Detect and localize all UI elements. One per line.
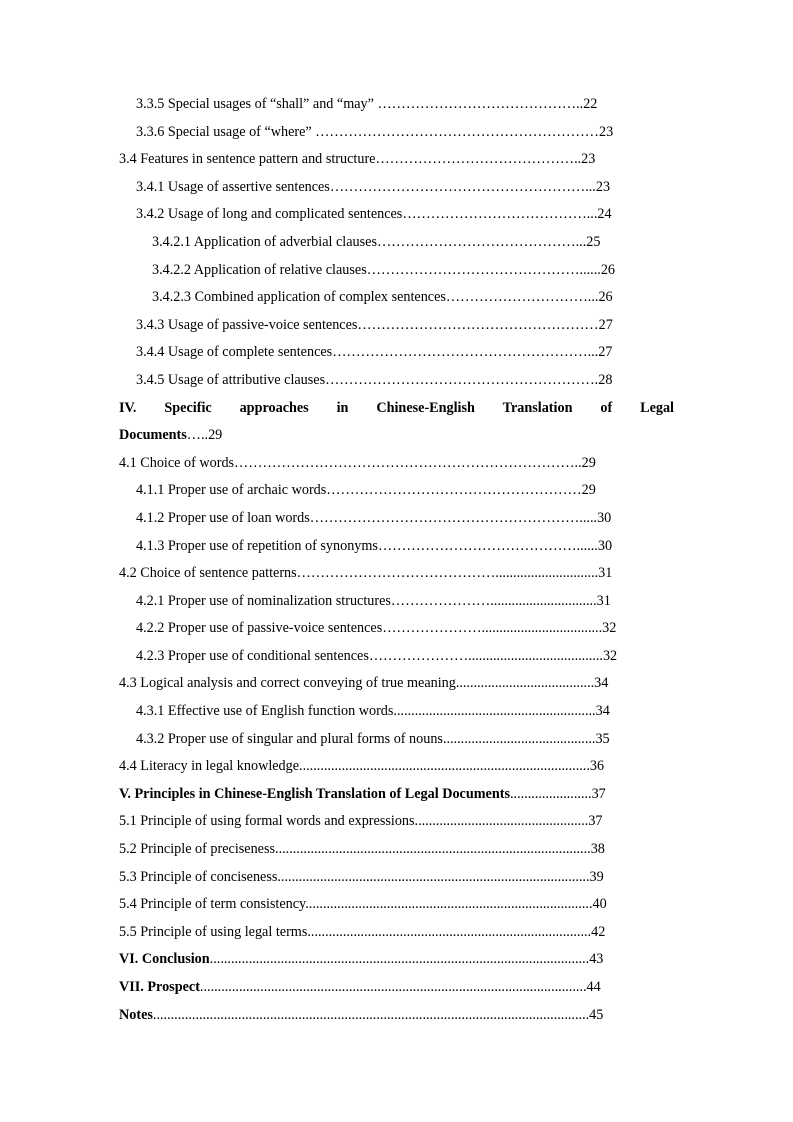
toc-entry[interactable] <box>0 450 793 478</box>
toc-entry-text: IV. Specific approaches in Chinese-English Translation of Legal <box>119 399 674 416</box>
toc-entry[interactable] <box>0 284 793 312</box>
toc-entry-page: .......................37 <box>510 785 606 802</box>
toc-entry-text: 3.4.2.1 Application of adverbial clauses……………………………………...25 <box>152 233 601 250</box>
toc-entry-text: 3.4.5 Usage of attributive clauses………………………………………………….28 <box>136 371 613 388</box>
toc-entry-page: …..29 <box>186 427 223 444</box>
toc-entry[interactable] <box>0 201 793 229</box>
toc-entry-text: 3.3.6 Special usage of “where” ……………………………………………………23 <box>136 123 614 140</box>
toc-entry[interactable] <box>0 753 793 781</box>
toc-entry-text: 4.2 Choice of sentence patterns…………………………………….............................31 <box>119 565 613 582</box>
toc-entry-text: 4.2.3 Proper use of conditional sentences…………………......................................32 <box>136 647 618 664</box>
toc-entry[interactable] <box>0 891 793 919</box>
toc-entry[interactable] <box>0 119 793 147</box>
toc-entry[interactable] <box>0 257 793 285</box>
toc-entry[interactable] <box>0 422 793 450</box>
toc-entry-text: V. Principles in Chinese-English Translation of Legal Documents.......................37 <box>119 785 606 802</box>
toc-entry-text: 5.2 Principle of preciseness.........................................................................................38 <box>119 841 605 858</box>
toc-entry-text: VI. Conclusion...........................................................................................................43 <box>119 951 604 968</box>
toc-entry-text: 4.1.2 Proper use of loan words………………………………………………….....30 <box>136 509 612 526</box>
toc-entry[interactable] <box>0 781 793 809</box>
toc-entry[interactable] <box>0 367 793 395</box>
toc-entry[interactable] <box>0 698 793 726</box>
toc-entry-text: VII. Prospect.............................................................................................................44 <box>119 979 601 995</box>
toc-entry-text: 4.2.1 Proper use of nominalization structures…………………..............................31 <box>136 592 611 609</box>
toc-entry-text: 5.3 Principle of conciseness........................................................................................39 <box>119 868 604 885</box>
toc-entry[interactable] <box>0 864 793 892</box>
toc-entry-text: 5.4 Principle of term consistency.................................................................................40 <box>119 896 607 913</box>
toc-entry[interactable] <box>0 1002 793 1030</box>
toc-entry[interactable] <box>0 919 793 947</box>
toc-entry-text: 4.3 Logical analysis and correct conveying of true meaning.......................................34 <box>119 675 609 692</box>
toc-entry-text: 4.2.2 Proper use of passive-voice sentences…………………..................................32 <box>136 620 617 637</box>
toc-entry-text: 3.4.2 Usage of long and complicated sentences…………………………………...24 <box>136 206 612 223</box>
toc-entry-text: 5.5 Principle of using legal terms................................................................................42 <box>119 923 606 940</box>
toc-entry-page: ...........................................................................................................................45 <box>152 1006 604 1023</box>
toc-entry-text: 3.3.5 Special usages of “shall” and “may” ……………………………………..22 <box>136 96 598 112</box>
toc-entry-text: 4.1.3 Proper use of repetition of synonyms……………………………………......30 <box>136 537 613 554</box>
toc-entry-text: Documents…..29 <box>119 427 223 444</box>
toc-entry-text: 4.1.1 Proper use of archaic words………………………………………………29 <box>136 482 596 499</box>
toc-entry[interactable] <box>0 174 793 202</box>
toc-entry[interactable] <box>0 505 793 533</box>
toc-entry-text: 3.4.2.3 Combined application of complex sentences…………………………...26 <box>152 289 613 306</box>
toc-entry-page: ...........................................................................................................43 <box>209 951 604 968</box>
toc-entry[interactable] <box>0 395 793 423</box>
toc-entry[interactable] <box>0 615 793 643</box>
toc-entry[interactable] <box>0 91 793 119</box>
toc-entry-text: 3.4.4 Usage of complete sentences………………………………………………...27 <box>136 344 613 361</box>
toc-entry[interactable] <box>0 946 793 974</box>
toc-entry-page: .............................................................................................................44 <box>199 979 601 995</box>
toc-entry-text: 3.4.2.2 Application of relative clauses………………………………………......26 <box>152 261 616 278</box>
toc-entry-text: 3.4 Features in sentence pattern and structure……………………………………..23 <box>119 151 596 168</box>
toc-entry[interactable] <box>0 836 793 864</box>
toc-entry[interactable] <box>0 560 793 588</box>
toc-entry[interactable] <box>0 477 793 505</box>
toc-entry[interactable] <box>0 808 793 836</box>
toc-entry-text: 4.1 Choice of words………………………………………………………………..29 <box>119 454 596 471</box>
toc-entry-text: Notes...........................................................................................................................45 <box>119 1006 604 1023</box>
toc-entry-text: 4.3.2 Proper use of singular and plural forms of nouns...........................................35 <box>136 730 610 747</box>
toc-entry[interactable] <box>0 146 793 174</box>
toc-entry-text: 3.4.1 Usage of assertive sentences………………………………………………...23 <box>136 178 611 195</box>
toc-entry-text: 4.3.1 Effective use of English function words.........................................................34 <box>136 703 610 720</box>
toc-entry[interactable] <box>0 312 793 340</box>
toc-entry[interactable] <box>0 643 793 671</box>
toc-entry[interactable] <box>0 726 793 754</box>
toc-entry[interactable] <box>0 974 793 1002</box>
toc-entry-text: 3.4.3 Usage of passive-voice sentences……………………………………………27 <box>136 316 613 333</box>
toc-entry[interactable] <box>0 229 793 257</box>
table-of-contents <box>0 91 793 1029</box>
toc-entry[interactable] <box>0 533 793 561</box>
toc-entry-text: 4.4 Literacy in legal knowledge..................................................................................36 <box>119 758 605 775</box>
toc-entry[interactable] <box>0 339 793 367</box>
toc-entry-text: 5.1 Principle of using formal words and expressions.................................................37 <box>119 813 603 830</box>
toc-entry[interactable] <box>0 670 793 698</box>
toc-entry[interactable] <box>0 588 793 616</box>
